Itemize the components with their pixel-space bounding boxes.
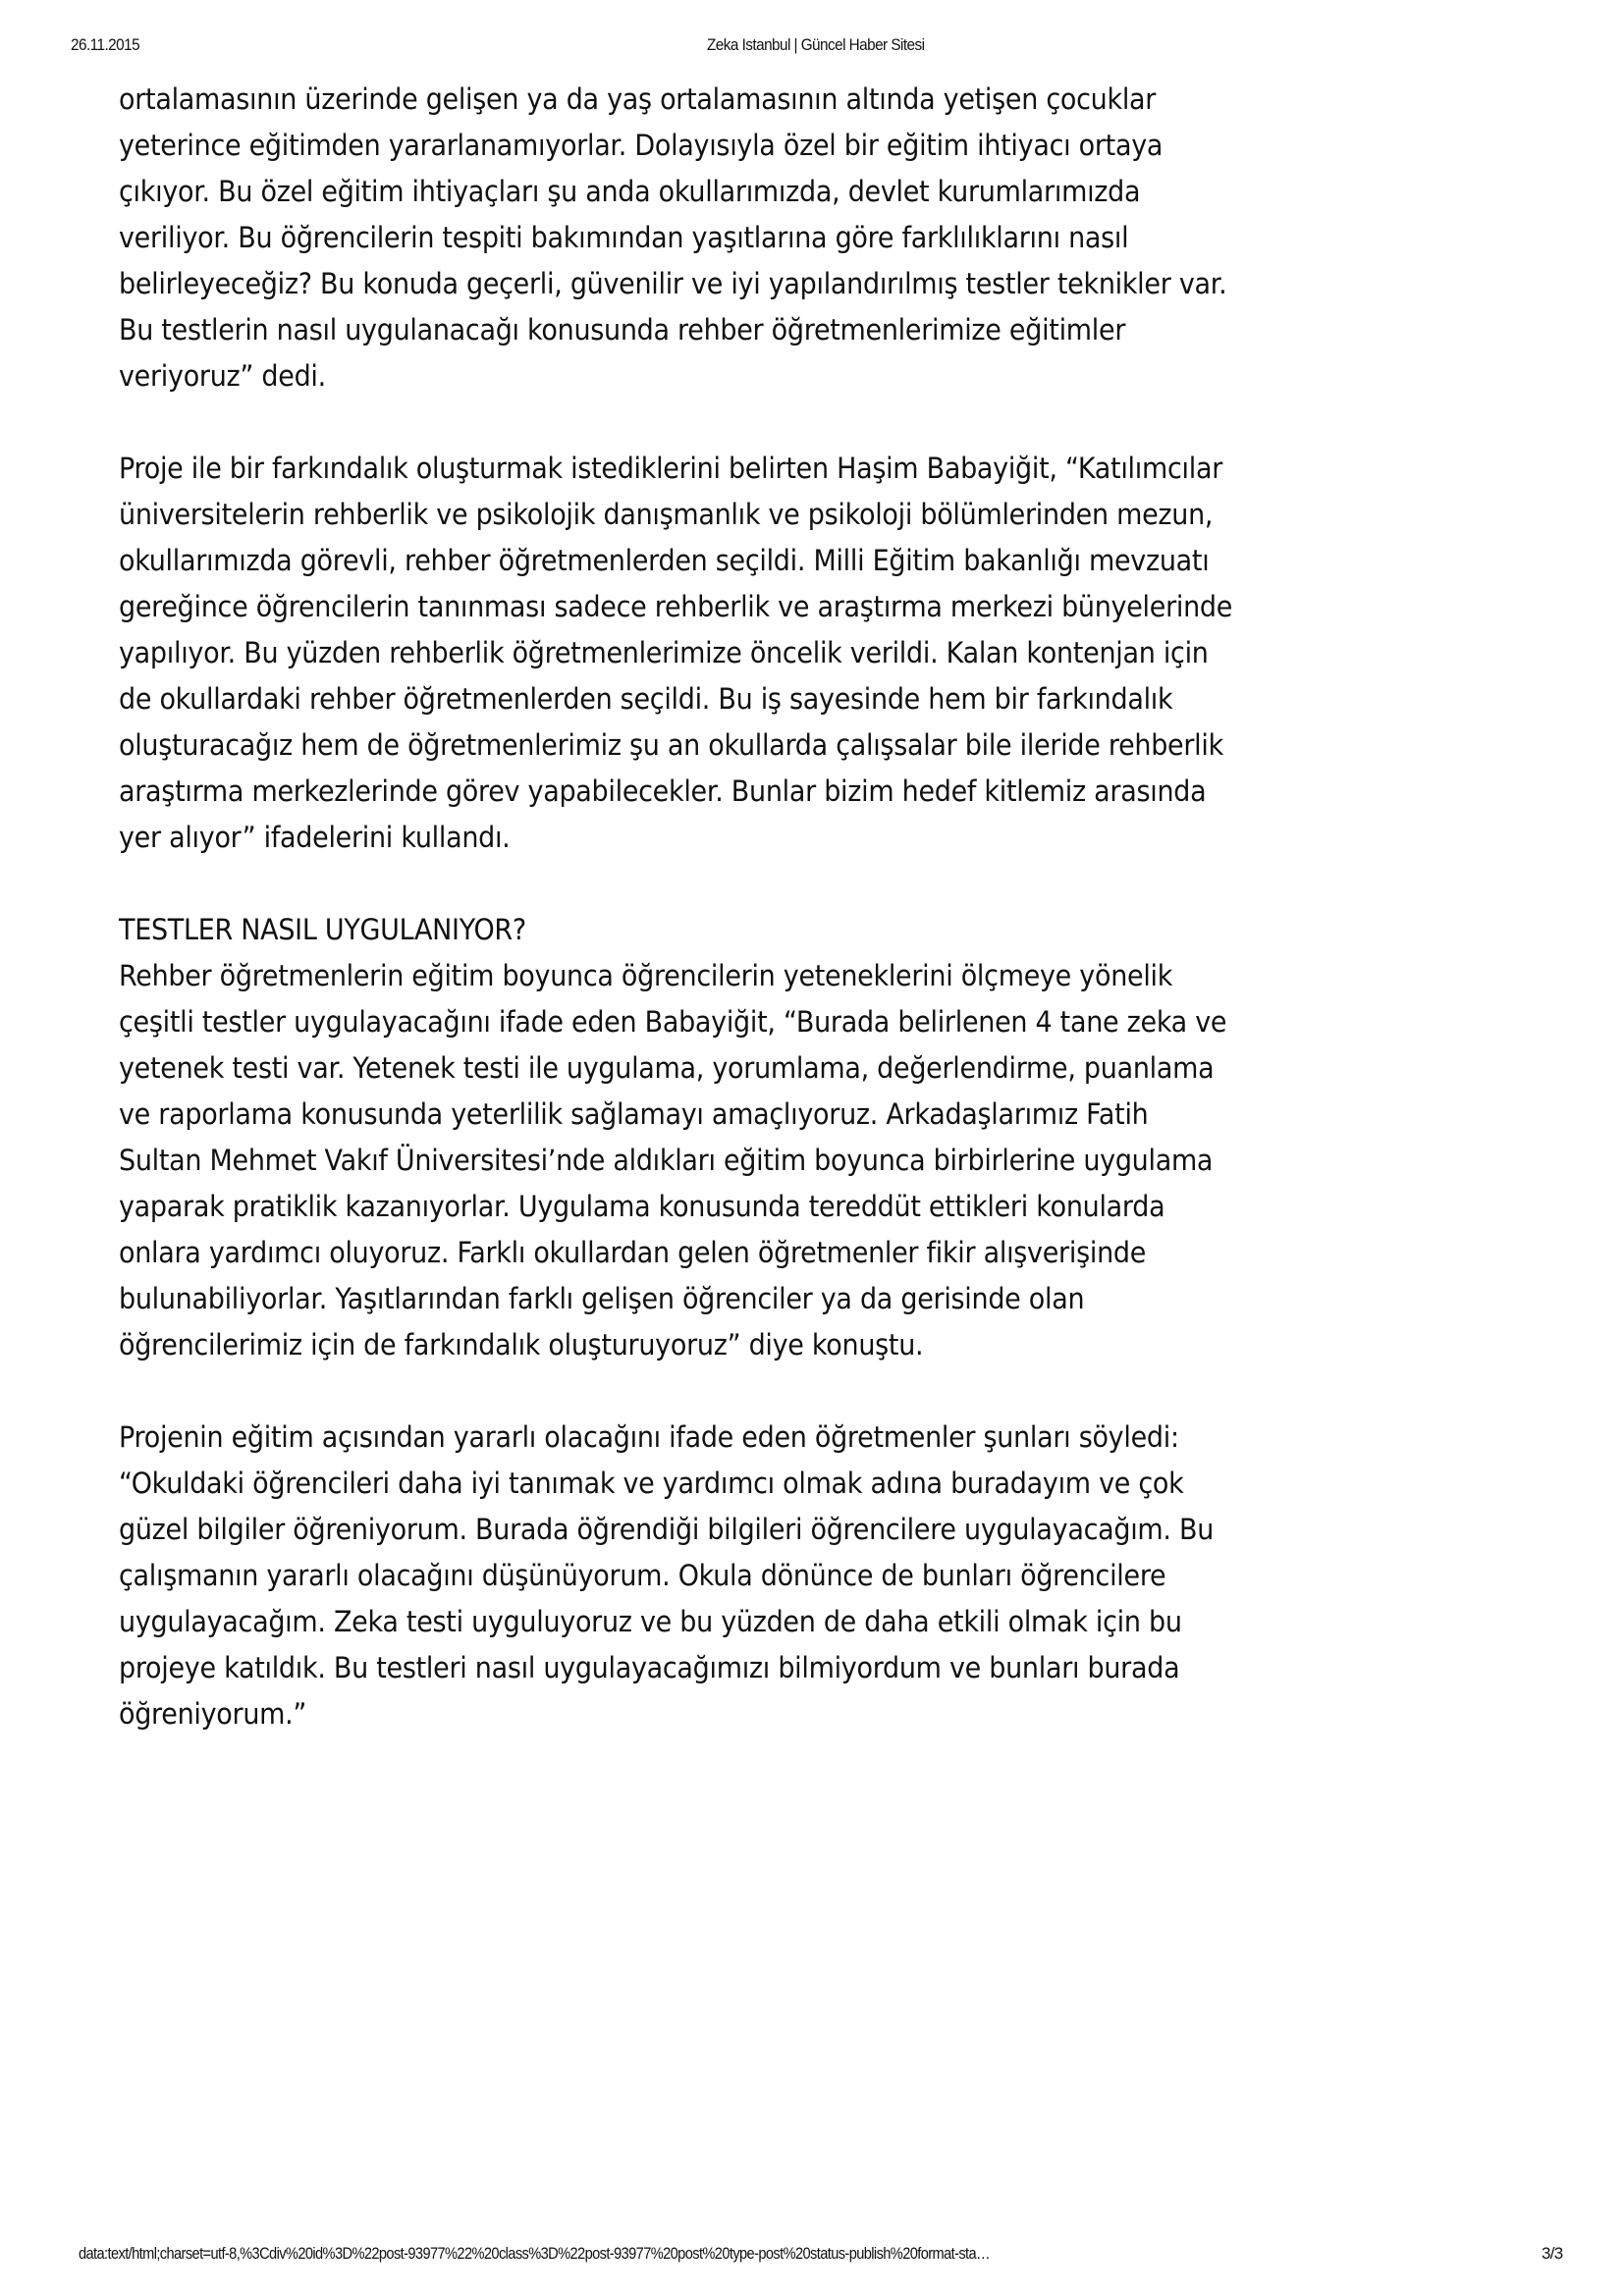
article-section-tests — [119, 907, 1452, 1368]
paragraph-line: okullarımızda görevli, rehber öğretmenlerden seçildi. Milli Eğitim bakanlığı mevzuatı — [119, 544, 1210, 577]
paragraph-line: Bu testlerin nasıl uygulanacağı konusunda rehber öğretmenlerimize eğitimler — [119, 313, 1126, 347]
paragraph-line: projeye katıldık. Bu testleri nasıl uygulayacağımızı bilmiyordum ve bunları burada — [119, 1651, 1180, 1684]
paragraph-line: çıkıyor. Bu özel eğitim ihtiyaçları şu anda okullarımızda, devlet kurumlarımızda — [119, 175, 1141, 208]
paragraph-line: onlara yardımcı oluyoruz. Farklı okullardan gelen öğretmenler fikir alışverişinde — [119, 1236, 1147, 1269]
paragraph-line: çeşitli testler uygulayacağını ifade eden Babayiğit, “Burada belirlenen 4 tane zeka ve — [119, 1005, 1227, 1039]
paragraph-line: Sultan Mehmet Vakıf Üniversitesi’nde aldıkları eğitim boyunca birbirlerine uygulama — [119, 1144, 1214, 1177]
paragraph-line: güzel bilgiler öğreniyorum. Burada öğrendiği bilgileri öğrencilere uygulayacağım. Bu — [119, 1513, 1215, 1546]
paragraph-line: uygulayacağım. Zeka testi uyguluyoruz ve bu yüzden de daha etkili olmak için bu — [119, 1605, 1182, 1638]
paragraph-line: yetenek testi var. Yetenek testi ile uygulama, yorumlama, değerlendirme, puanlama — [119, 1051, 1215, 1085]
paragraph-line: gereğince öğrencilerin tanınması sadece rehberlik ve araştırma merkezi bünyelerinde — [119, 590, 1233, 623]
paragraph-line: yeterince eğitimden yararlanamıyorlar. Dolayısıyla özel bir eğitim ihtiyacı ortaya — [119, 129, 1164, 162]
paragraph-line: “Okuldaki öğrencileri daha iyi tanımak ve yardımcı olmak adına buradayım ve çok — [119, 1467, 1184, 1500]
paragraph-line: yapılıyor. Bu yüzden rehberlik öğretmenlerimize öncelik verildi. Kalan kontenjan için — [119, 636, 1209, 669]
paragraph-line: de okullardaki rehber öğretmenlerden seçildi. Bu iş sayesinde hem bir farkındalık — [119, 682, 1173, 716]
paragraph-line: bulunabiliyorlar. Yaşıtlarından farklı gelişen öğrenciler ya da gerisinde olan — [119, 1282, 1085, 1315]
paragraph-line: veriyoruz” dedi. — [119, 359, 326, 393]
section-subheading: TESTLER NASIL UYGULANIYOR? — [119, 913, 526, 946]
article-paragraph — [119, 1415, 1452, 1737]
paragraph-line: Rehber öğretmenlerin eğitim boyunca öğrencilerin yeteneklerini ölçmeye yönelik — [119, 959, 1173, 992]
print-header — [0, 35, 1462, 59]
article-body — [119, 77, 1452, 1784]
paragraph-line: çalışmanın yararlı olacağını düşünüyorum. Okula dönünce de bunları öğrencilere — [119, 1559, 1166, 1592]
paragraph-line: öğreniyorum.” — [119, 1697, 307, 1731]
article-paragraph — [119, 77, 1452, 400]
paragraph-line: Projenin eğitim açısından yararlı olacağını ifade eden öğretmenler şunları söyledi: — [119, 1420, 1179, 1454]
paragraph-line: yaparak pratiklik kazanıyorlar. Uygulama konusunda tereddüt ettikleri konularda — [119, 1190, 1165, 1223]
page-title: Zeka Istanbul | Güncel Haber Sitesi — [707, 35, 925, 54]
paragraph-line: ve raporlama konusunda yeterlilik sağlamayı amaçlıyoruz. Arkadaşlarımız Fatih — [119, 1097, 1149, 1131]
paragraph-line: öğrencilerimiz için de farkındalık oluşturuyoruz” diye konuştu. — [119, 1328, 924, 1362]
print-date: 26.11.2015 — [71, 35, 140, 54]
paragraph-line: ortalamasının üzerinde gelişen ya da yaş ortalamasının altında yetişen çocuklar — [119, 82, 1157, 116]
paragraph-line: belirleyeceğiz? Bu konuda geçerli, güvenilir ve iyi yapılandırılmış testler teknikler var. — [119, 267, 1227, 300]
print-footer — [0, 2244, 1624, 2268]
page-number: 3/3 — [1542, 2244, 1563, 2263]
article-paragraph — [119, 446, 1452, 861]
paragraph-line: veriliyor. Bu öğrencilerin tespiti bakımından yaşıtlarına göre farklılıklarını nasıl — [119, 221, 1129, 254]
paragraph-line: oluşturacağız hem de öğretmenlerimiz şu an okullarda çalışsalar bile ileride rehberlik — [119, 728, 1223, 762]
paragraph-line: yer alıyor” ifadelerini kullandı. — [119, 821, 511, 854]
paragraph-line: üniversitelerin rehberlik ve psikolojik danışmanlık ve psikoloji bölümlerinden mezun, — [119, 498, 1214, 531]
paragraph-line: araştırma merkezlerinde görev yapabilecekler. Bunlar bizim hedef kitlemiz arasında — [119, 774, 1207, 808]
paragraph-line: Proje ile bir farkındalık oluşturmak istediklerini belirten Haşim Babayiğit, “Katılımcılar — [119, 452, 1223, 485]
source-url: data:text/html;charset=utf-8,%3Cdiv%20id%3D%22post-93977%22%20class%3D%22post-93977%20post%20type-post%20status-publish%20format-sta… — [79, 2244, 991, 2263]
